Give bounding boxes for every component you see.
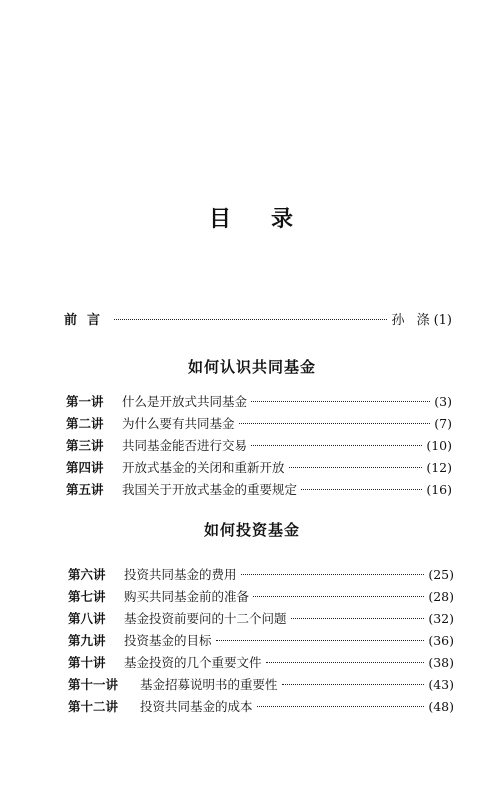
page-number: (38): [428, 655, 454, 670]
lecture-number: 第九讲: [68, 633, 106, 648]
dot-leader: [251, 401, 430, 402]
toc-entry[interactable]: [66, 480, 452, 498]
toc-entry[interactable]: [68, 653, 454, 671]
toc-entry[interactable]: [68, 631, 454, 649]
toc-entry[interactable]: [68, 587, 454, 605]
preface-author: 孙 涤: [391, 313, 434, 328]
page-number: (25): [428, 567, 454, 582]
dot-leader: [289, 467, 423, 468]
page-number: (3): [434, 394, 452, 409]
toc-entry[interactable]: [66, 458, 452, 476]
dot-leader: [251, 445, 422, 446]
toc-entry[interactable]: [68, 697, 454, 715]
lecture-title: 投资共同基金的成本: [140, 699, 253, 714]
lecture-title: 共同基金能否进行交易: [122, 438, 248, 453]
lecture-title: 投资共同基金的费用: [124, 567, 237, 582]
lecture-number: 第五讲: [66, 482, 104, 497]
page-number: (43): [428, 677, 454, 692]
lecture-title: 基金投资的几个重要文件: [124, 655, 262, 670]
toc-entry[interactable]: [68, 565, 454, 583]
page-number: (28): [428, 589, 454, 604]
page-number: (10): [426, 438, 452, 453]
lecture-title: 投资基金的目标: [124, 633, 212, 648]
section-heading: 如何投资基金: [203, 521, 300, 539]
lecture-title: 什么是开放式共同基金: [122, 394, 248, 409]
title-char-2: 录: [271, 206, 296, 232]
lecture-number: 第八讲: [68, 611, 106, 626]
dot-leader: [266, 662, 425, 663]
dot-leader: [241, 574, 425, 575]
toc-entry[interactable]: [66, 414, 452, 432]
lecture-title: 购买共同基金前的准备: [124, 589, 250, 604]
toc-entry[interactable]: [68, 675, 454, 693]
page-number: (7): [434, 416, 452, 431]
dot-leader: [282, 684, 425, 685]
lecture-title: 我国关于开放式基金的重要规定: [122, 482, 298, 497]
page-title: [0, 202, 504, 233]
lecture-title: 基金招募说明书的重要性: [140, 677, 278, 692]
dot-leader: [291, 618, 425, 619]
dot-leader: [216, 640, 425, 641]
lecture-title: 为什么要有共同基金: [122, 416, 235, 431]
lecture-number: 第十二讲: [68, 699, 119, 714]
lecture-title: 基金投资前要问的十二个问题: [124, 611, 287, 626]
lecture-number: 第十讲: [68, 655, 106, 670]
lecture-number: 第七讲: [68, 589, 106, 604]
lecture-number: 第三讲: [66, 438, 104, 453]
toc-entry[interactable]: [66, 392, 452, 410]
preface-entry[interactable]: [64, 309, 452, 329]
page-number: (36): [428, 633, 454, 648]
lecture-number: 第一讲: [66, 394, 104, 409]
lecture-number: 第十一讲: [68, 677, 119, 692]
lecture-title: 开放式基金的关闭和重新开放: [122, 460, 285, 475]
dot-leader: [253, 596, 424, 597]
title-char-1: 目: [208, 206, 233, 232]
toc-entry[interactable]: [66, 436, 452, 454]
preface-label: 前言: [64, 313, 111, 328]
dot-leader: [301, 489, 422, 490]
preface-page-number: (1): [433, 313, 452, 328]
dot-leader: [239, 423, 431, 424]
page-number: (48): [428, 699, 454, 714]
lecture-number: 第四讲: [66, 460, 104, 475]
dot-leader: [257, 706, 425, 707]
lecture-number: 第六讲: [68, 567, 106, 582]
dot-leader: [114, 319, 387, 320]
toc-entry[interactable]: [68, 609, 454, 627]
section-heading: 如何认识共同基金: [187, 358, 316, 376]
page-number: (32): [428, 611, 454, 626]
page-number: (16): [426, 482, 452, 497]
lecture-number: 第二讲: [66, 416, 104, 431]
page-number: (12): [426, 460, 452, 475]
